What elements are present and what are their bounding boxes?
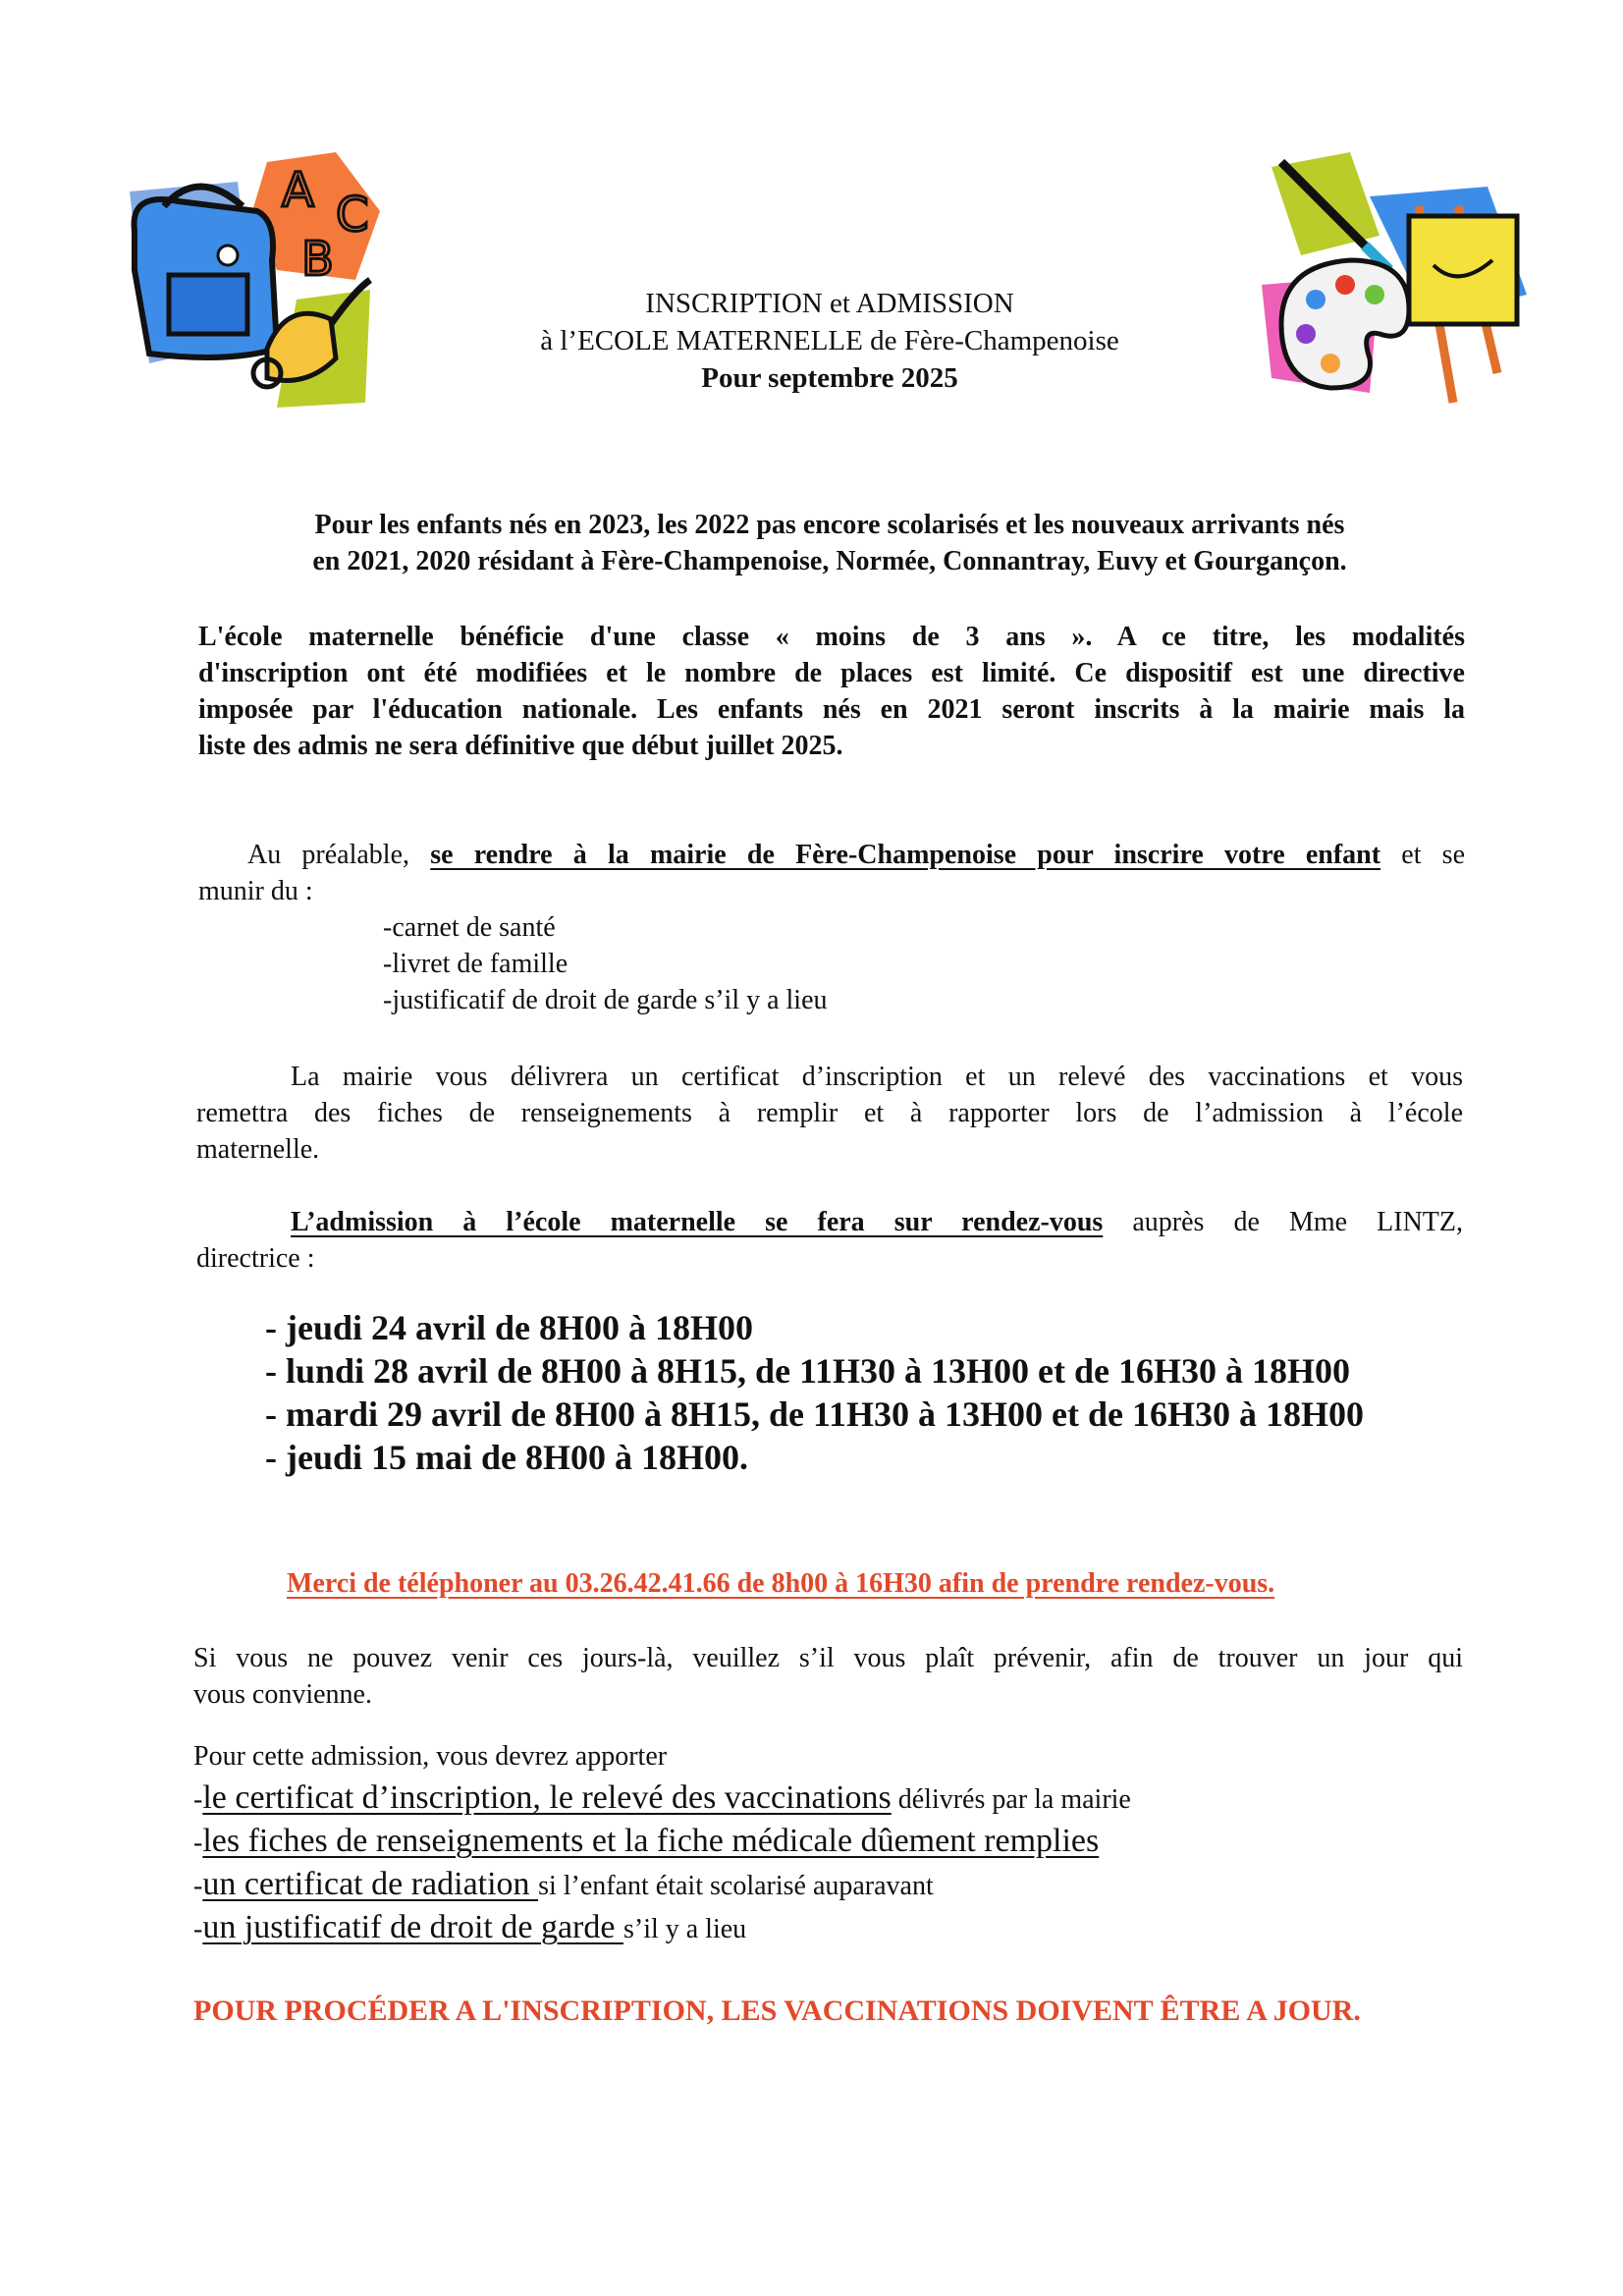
mairie-paragraph [196,1059,1463,1168]
absence-line-2: vous convienne. [193,1679,372,1710]
list-item: -un certificat de radiation si l’enfant était scolarisé auparavant [193,1866,934,1902]
mairie-line-2: remettra des fiches de renseignements à remplir et à rapporter lors de l’admission à l’école [196,1098,1463,1128]
mairie-line-3: maternelle. [196,1134,320,1165]
svg-text:C: C [336,188,369,243]
school-supplies-logo [110,152,395,412]
bring-item-underlined: un certificat de radiation [202,1866,539,1902]
absence-paragraph [193,1640,1463,1713]
mairie-line-1: La mairie vous délivrera un certificat d’inscription et un relevé des vaccinations et vous [291,1062,1463,1092]
list-item: -justificatif de droit de garde s’il y a lieu [383,985,828,1015]
bring-item-underlined: un justificatif de droit de garde [202,1909,623,1945]
title-line-1: INSCRIPTION et ADMISSION [645,288,1014,319]
schedule-item: - jeudi 24 avril de 8H00 à 18H00 [265,1308,753,1347]
policy-line-1: L'école maternelle bénéficie d'une classe « moins de 3 ans ». A ce titre, les modalités [198,622,1465,652]
title-line-2: à l’ECOLE MATERNELLE de Fère-Champenoise [540,325,1119,356]
svg-text:A: A [282,163,314,218]
prealable-suffix: et se [1401,840,1465,870]
policy-line-3: imposée par l'éducation nationale. Les enfants nés en 2021 seront inscrits à la mairie mais la [198,694,1465,725]
title-line-3: Pour septembre 2025 [701,362,958,394]
schedule-list [265,1306,1364,1479]
intro-line-1: Pour les enfants nés en 2023, les 2022 pas encore scolarisés et les nouveaux arrivants nés [314,510,1345,540]
list-item: -carnet de santé [383,912,556,943]
admission-suffix: auprès de Mme LINTZ, [1132,1207,1463,1237]
list-item: -le certificat d’inscription, le relevé des vaccinations délivrés par la mairie [193,1779,1131,1816]
prealable-line-1 [198,837,1465,873]
intro-paragraph [196,507,1463,579]
bring-item-rest: délivrés par la mairie [891,1784,1131,1815]
bring-item-underlined: le certificat d’inscription, le relevé des vaccinations [202,1779,892,1816]
list-item: -un justificatif de droit de garde s’il y a lieu [193,1909,747,1945]
mairie-registration-instruction: se rendre à la mairie de Fère-Champenoise pour inscrire votre enfant [430,840,1381,870]
list-item: -livret de famille [383,949,568,979]
schedule-item: - lundi 28 avril de 8H00 à 8H15, de 11H30 à 13H00 et de 16H30 à 18H00 [265,1351,1351,1391]
admission-line-1 [196,1204,1463,1240]
document-title [452,285,1208,397]
admission-line-2: directrice : [196,1243,315,1274]
bring-item-rest: si l’enfant était scolarisé auparavant [538,1871,934,1901]
absence-line-1: Si vous ne pouvez venir ces jours-là, veuillez s’il vous plaît prévenir, afin de trouver un jour qui [193,1643,1463,1673]
schedule-item: - jeudi 15 mai de 8H00 à 18H00. [265,1438,748,1477]
prealable-paragraph [198,837,1465,1018]
policy-paragraph [198,619,1465,764]
list-item: -les fiches de renseignements et la fiche médicale dûement remplies [193,1823,1100,1859]
phone-notice: Merci de téléphoner au 03.26.42.41.66 de 8h00 à 16H30 afin de prendre rendez-vous. [287,1568,1275,1599]
svg-text:B: B [301,232,334,287]
admission-appointment-heading: L’admission à l’école maternelle se fera sur rendez-vous [291,1207,1104,1237]
bring-item-rest: s’il y a lieu [622,1914,747,1944]
policy-line-4: liste des admis ne sera définitive que début juillet 2025. [198,731,843,761]
prealable-prefix: Au préalable, [247,840,410,870]
documents-list [198,909,1465,1018]
bring-item-underlined: les fiches de renseignements et la fiche médicale dûement remplies [202,1823,1100,1859]
prealable-line-2: munir du : [198,876,313,906]
policy-line-2: d'inscription ont été modifiées et le nombre de places est limité. Ce dispositif est une directive [198,658,1465,688]
vaccination-warning: POUR PROCÉDER A L'INSCRIPTION, LES VACCINATIONS DOIVENT ÊTRE A JOUR. [193,1995,1361,2027]
schedule-item: - mardi 29 avril de 8H00 à 8H15, de 11H30 à 13H00 et de 16H30 à 18H00 [265,1394,1364,1434]
bring-list [193,1736,1131,1950]
art-supplies-logo [1262,147,1532,408]
intro-line-2: en 2021, 2020 résidant à Fère-Champenoise, Normée, Connantray, Euvy et Gourgançon. [312,546,1347,576]
admission-paragraph [196,1204,1463,1277]
bring-intro: Pour cette admission, vous devrez apporter [193,1741,668,1772]
